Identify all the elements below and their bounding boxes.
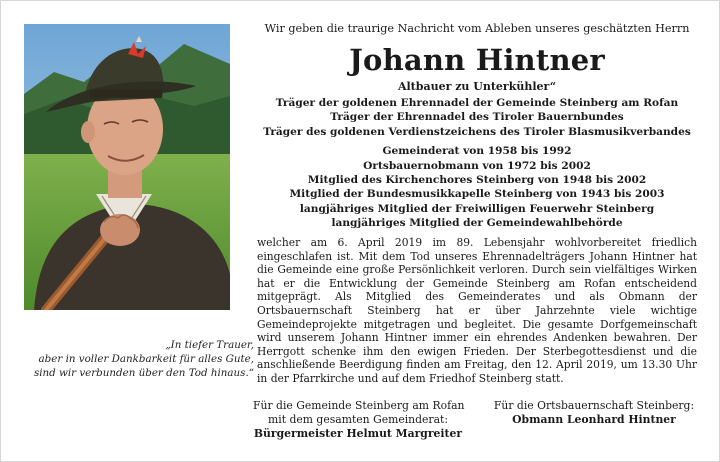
honor-item: Ortsbauernobmann von 1972 bis 2002 xyxy=(363,159,591,172)
signer-name-text: Obmann Leonhard Hintner xyxy=(512,413,676,426)
obituary-paragraph: welcher am 6. April 2019 im 89. Lebensjahr wohlvorbereitet friedlich eingeschlafen ist. Mit dem Tod unseres Ehrennadelträgers Johann Hintner hat die Gemeinde eine große Persönlichkeit verloren. Durch sein vielfältiges Wirken hat er die Entwicklung der Gemeinde Steinberg am Rofan entscheidend mitgeprägt. Als Mitglied des Gemeinderates und als Obmann der Ortsbauernschaft Steinberg hat er über Jahrzehnte viele wichtige Gemeindeprojekte mitgetragen und begleitet. Die gesamte Dorfgemeinschaft wird unserem Johann Hintner immer ein ehrendes Andenken bewahren. Der Herrgott schenke ihm den ewigen Frieden. Der Sterbegottesdienst und die anschließende Beerdigung finden am Freitag, den 12. April 2019, um 13.30 Uhr in der Pfarrkirche und auf dem Friedhof Steinberg statt. xyxy=(257,236,697,385)
signer-name xyxy=(253,427,463,441)
quote-line: sind wir verbunden über den Tod hinaus.“ xyxy=(33,367,254,379)
signature-municipality xyxy=(253,399,463,441)
honor-item: langjähriges Mitglied der Freiwilligen Feuerwehr Steinberg xyxy=(299,202,655,215)
signer-name xyxy=(478,413,710,427)
honor-item: Träger der Ehrennadel des Tiroler Bauernbundes xyxy=(330,111,624,124)
quote-line: aber in voller Dankbarkeit für alles Gute, xyxy=(38,353,254,365)
honor-item: langjähriges Mitglied der Gemeindewahlbehörde xyxy=(331,217,623,230)
honor-item: Mitglied der Bundesmusikkapelle Steinberg von 1943 bis 2003 xyxy=(289,188,665,201)
signature-line: Für die Gemeinde Steinberg am Rofan xyxy=(253,399,465,412)
honor-item: Träger der goldenen Ehrennadel der Gemeinde Steinberg am Rofan xyxy=(275,97,679,109)
quote-line: „In tiefer Trauer, xyxy=(165,339,254,351)
signature-line: mit dem gesamten Gemeinderat: xyxy=(268,413,448,426)
honor-item: Gemeinderat von 1958 bis 1992 xyxy=(382,145,572,158)
signature-line: Für die Ortsbauernschaft Steinberg: xyxy=(493,399,695,412)
honor-item: Träger des goldenen Verdienstzeichens des Tiroler Blasmusikverbandes xyxy=(263,125,691,138)
obituary-body xyxy=(257,236,697,386)
deceased-subtitle: Altbauer zu Unterkühler“ xyxy=(397,80,557,93)
honor-item: Mitglied des Kirchenchores Steinberg von 1948 bis 2002 xyxy=(307,174,647,187)
deceased-name: Johann Hintner xyxy=(349,43,605,77)
portrait-photo xyxy=(24,24,230,310)
signature-farmers xyxy=(478,399,710,427)
honors-list xyxy=(257,96,697,231)
intro-text: Wir geben die traurige Nachricht vom Ableben unseres geschätzten Herrn xyxy=(264,22,690,35)
mourning-quote xyxy=(0,338,254,380)
signer-name-text: Bürgermeister Helmut Margreiter xyxy=(253,427,463,440)
